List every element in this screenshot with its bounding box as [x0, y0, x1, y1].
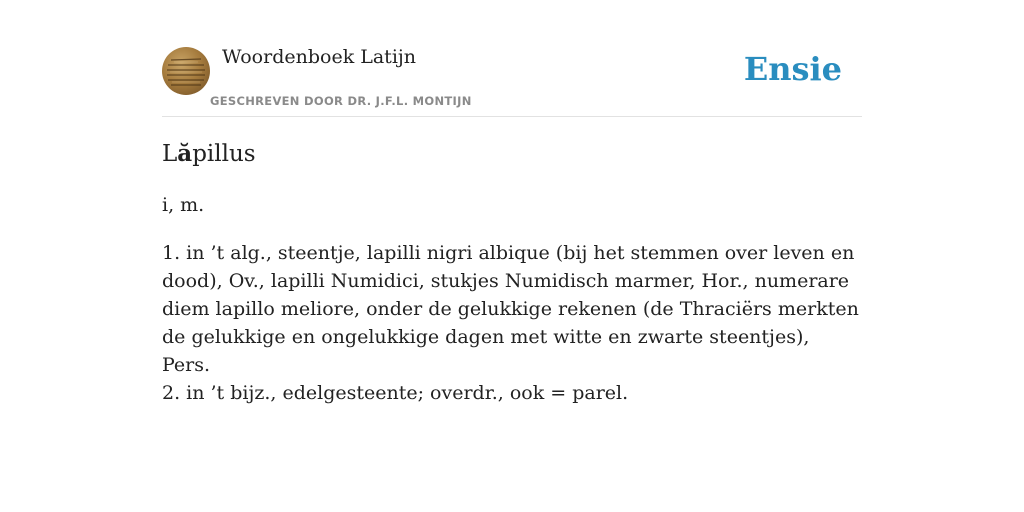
header: [162, 0, 862, 117]
definition-body: [162, 239, 862, 407]
page: [162, 0, 862, 404]
definition-1: 1. in ’t alg., steentje, lapilli nigri albique (bij het stemmen over leven en dood), Ov., lapilli Numidici, stukjes Numidisch marmer, Hor., numerare diem lapillo meliore, onder de gelukkige rekenen (de Thraciërs merkten de gelukkige en ongelukkige dagen met witte en zwarte steentjes), Pers.: [162, 242, 859, 376]
entry-title: [162, 140, 256, 167]
entry-title-prefix: L: [162, 141, 178, 167]
latin-inscription-coin-icon[interactable]: [162, 47, 210, 95]
author-line: GESCHREVEN DOOR DR. J.F.L. MONTIJN: [210, 94, 472, 108]
dictionary-title[interactable]: Woordenboek Latijn: [222, 46, 417, 68]
entry-title-suffix: pillus: [192, 141, 256, 167]
entry-title-accent: ă: [177, 140, 193, 167]
definition-2: 2. in ’t bijz., edelgesteente; overdr., ook = parel.: [162, 382, 629, 404]
grammar-info: i, m.: [162, 194, 205, 216]
ensie-logo[interactable]: Ensie: [743, 50, 842, 88]
